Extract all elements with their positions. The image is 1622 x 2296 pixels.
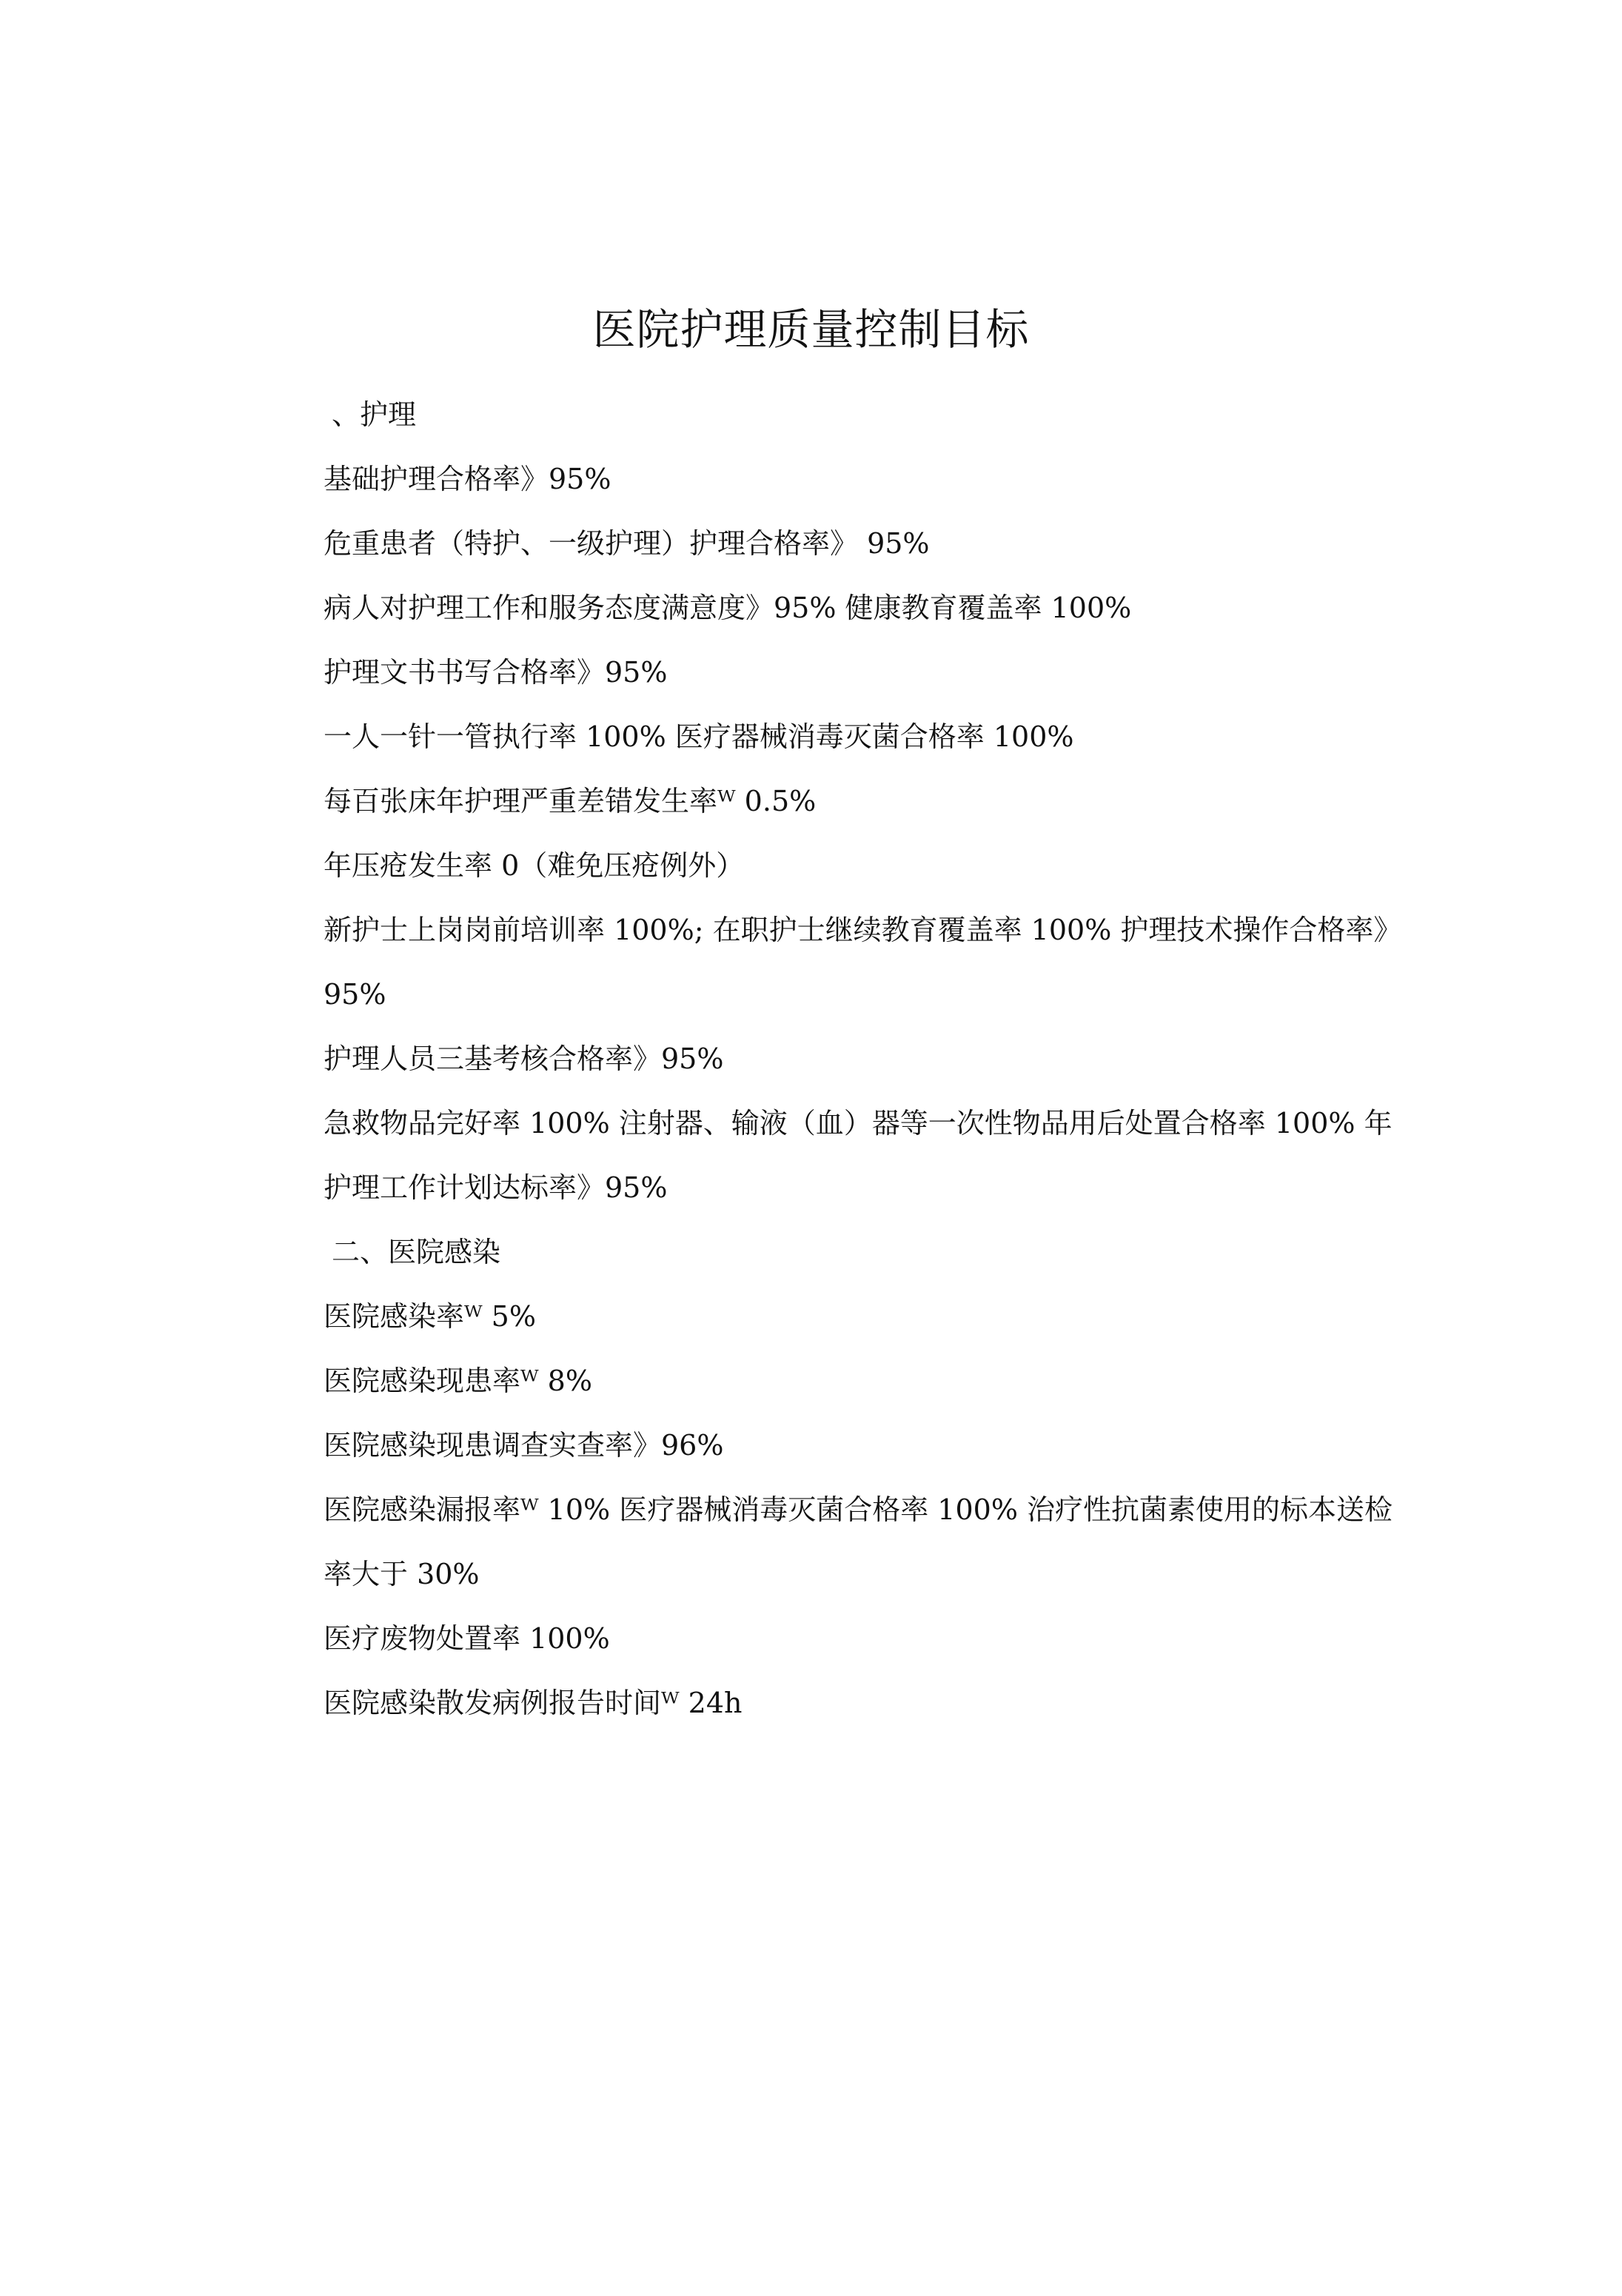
section-heading-infection: 二、医院感染 [332,1236,501,1268]
text-line: 医院感染散发病例报告时间ᵂ 24h [324,1687,743,1719]
text-line: 急救物品完好率 100% 注射器、输液（血）器等一次性物品用后处置合格率 100% 年 [324,1107,1393,1139]
text-line: 医院感染率ᵂ 5% [324,1300,536,1333]
text-line: 护理文书书写合格率》95% [324,656,668,689]
text-line: 率大于 30% [324,1558,480,1590]
text-line: 护理人员三基考核合格率》95% [324,1042,724,1075]
text-line: 基础护理合格率》95% [324,463,611,495]
text-line: 护理工作计划达标率》95% [324,1171,668,1204]
text-line: 新护士上岗岗前培训率 100%; 在职护士继续教育覆盖率 100% 护理技术操作合格率》 [324,914,1402,946]
text-line: 医院感染现患率ᵂ 8% [324,1365,592,1397]
text-line: 医疗废物处置率 100% [324,1622,610,1655]
text-line: 一人一针一管执行率 100% 医疗器械消毒灭菌合格率 100% [324,720,1074,753]
text-line: 95% [324,978,386,1011]
text-line: 医院感染现患调查实查率》96% [324,1429,724,1462]
text-line: 危重患者（特护、一级护理）护理合格率》 95% [324,527,930,560]
text-line: 年压疮发生率 0（难免压疮例外） [324,849,745,882]
section-heading-nursing: 、护理 [332,398,417,431]
text-line: 病人对护理工作和服务态度满意度》95% 健康教育覆盖率 100% [324,592,1132,624]
text-line: 医院感染漏报率ᵂ 10% 医疗器械消毒灭菌合格率 100% 治疗性抗菌素使用的标本送检 [324,1493,1393,1526]
document-title: 医院护理质量控制目标 [592,304,1030,355]
text-line: 每百张床年护理严重差错发生率ᵂ 0.5% [324,785,817,817]
